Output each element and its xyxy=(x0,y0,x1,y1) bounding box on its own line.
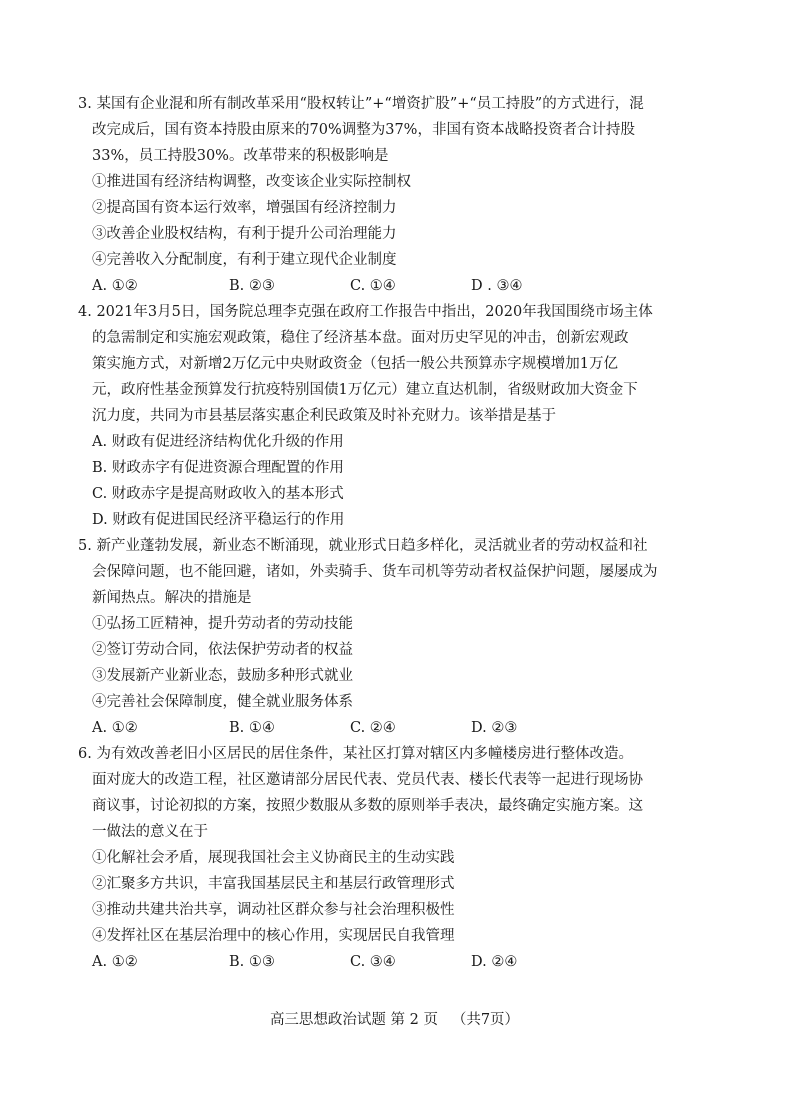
question-5-stem-line-1: 5. 新产业蓬勃发展，新业态不断涌现，就业形式日趋多样化，灵活就业者的劳动权益和社 xyxy=(78,538,648,554)
question-4-stem-line-4: 元，政府性基金预算发行抗疫特别国债1万亿元）建立直达机制，省级财政加大资金下 xyxy=(92,382,638,398)
page-footer xyxy=(0,1010,789,1030)
question-5-option-d: D. ②③ xyxy=(471,720,518,736)
question-5-option-a: A. ①② xyxy=(92,720,138,736)
question-3-item-2: ②提高国有资本运行效率，增强国有经济控制力 xyxy=(92,200,397,216)
question-3-option-a: A. ①② xyxy=(92,278,138,294)
question-6-item-3: ③推动共建共治共享，调动社区群众参与社会治理积极性 xyxy=(92,902,455,918)
question-5-item-4: ④完善社会保障制度，健全就业服务体系 xyxy=(92,694,353,710)
question-6-stem-line-4: 一做法的意义在于 xyxy=(92,824,208,840)
question-3-option-d: D . ③④ xyxy=(471,278,523,294)
question-6-item-4: ④发挥社区在基层治理中的核心作用，实现居民自我管理 xyxy=(92,928,455,944)
question-3-option-c: C. ①④ xyxy=(350,278,396,294)
question-4-option-d: D. 财政有促进国民经济平稳运行的作用 xyxy=(92,512,345,528)
footer-total-pages: （共7页） xyxy=(451,1012,520,1028)
question-4-option-a: A. 财政有促进经济结构优化升级的作用 xyxy=(92,434,344,450)
question-5-stem-line-2: 会保障问题，也不能回避，诸如，外卖骑手、货车司机等劳动者权益保护问题，屡屡成为 xyxy=(92,564,658,580)
question-5-item-3: ③发展新产业新业态，鼓励多种形式就业 xyxy=(92,668,353,684)
question-4-stem-line-5: 沉力度，共同为市县基层落实惠企利民政策及时补充财力。该举措是基于 xyxy=(92,408,556,424)
question-6-stem-line-3: 商议事，讨论初拟的方案，按照少数服从多数的原则举手表决，最终确定实施方案。这 xyxy=(92,798,643,814)
question-3-option-b: B. ②③ xyxy=(229,278,275,294)
question-6-item-2: ②汇聚多方共识，丰富我国基层民主和基层行政管理形式 xyxy=(92,876,455,892)
question-6-option-d: D. ②④ xyxy=(471,954,518,970)
question-4-option-c: C. 财政赤字是提高财政收入的基本形式 xyxy=(92,486,344,502)
question-4-stem-line-3: 策实施方式，对新增2万亿元中央财政资金（包括一般公共预算赤字规模增加1万亿 xyxy=(92,356,618,372)
question-6-option-c: C. ③④ xyxy=(350,954,396,970)
question-5-option-b: B. ①④ xyxy=(229,720,275,736)
question-4-stem-line-2: 的急需制定和实施宏观政策，稳住了经济基本盘。面对历史罕见的冲击，创新宏观政 xyxy=(92,330,629,346)
question-5-item-1: ①弘扬工匠精神，提升劳动者的劳动技能 xyxy=(92,616,353,632)
question-3-stem-line-1: 3. 某国有企业混和所有制改革采用“股权转让”+“增资扩股”+“员工持股”的方式进行，混 xyxy=(78,96,644,112)
question-6-option-b: B. ①③ xyxy=(229,954,275,970)
question-3-item-3: ③改善企业股权结构，有利于提升公司治理能力 xyxy=(92,226,397,242)
question-4-option-b: B. 财政赤字有促进资源合理配置的作用 xyxy=(92,460,344,476)
question-5-option-c: C. ②④ xyxy=(350,720,396,736)
question-5-item-2: ②签订劳动合同，依法保护劳动者的权益 xyxy=(92,642,353,658)
question-3-stem-line-3: 33%，员工持股30%。改革带来的积极影响是 xyxy=(92,148,389,164)
question-6-item-1: ①化解社会矛盾，展现我国社会主义协商民主的生动实践 xyxy=(92,850,455,866)
question-3-stem-line-2: 改完成后，国有资本持股由原来的70%调整为37%，非国有资本战略投资者合计持股 xyxy=(92,122,635,138)
question-6-stem-line-2: 面对庞大的改造工程，社区邀请部分居民代表、党员代表、楼长代表等一起进行现场协 xyxy=(92,772,643,788)
question-3-item-4: ④完善收入分配制度，有利于建立现代企业制度 xyxy=(92,252,397,268)
question-4-stem-line-1: 4. 2021年3月5日，国务院总理李克强在政府工作报告中指出，2020年我国围绕市场主体 xyxy=(78,304,653,320)
footer-page-number: 第 2 页 xyxy=(390,1012,438,1028)
question-6-stem-line-1: 6. 为有效改善老旧小区居民的居住条件，某社区打算对辖区内多幢楼房进行整体改造。 xyxy=(78,746,633,762)
footer-subject: 高三思想政治试题 xyxy=(269,1012,386,1028)
question-3-item-1: ①推进国有经济结构调整，改变该企业实际控制权 xyxy=(92,174,411,190)
question-5-stem-line-3: 新闻热点。解决的措施是 xyxy=(92,590,252,606)
question-6-option-a: A. ①② xyxy=(92,954,138,970)
